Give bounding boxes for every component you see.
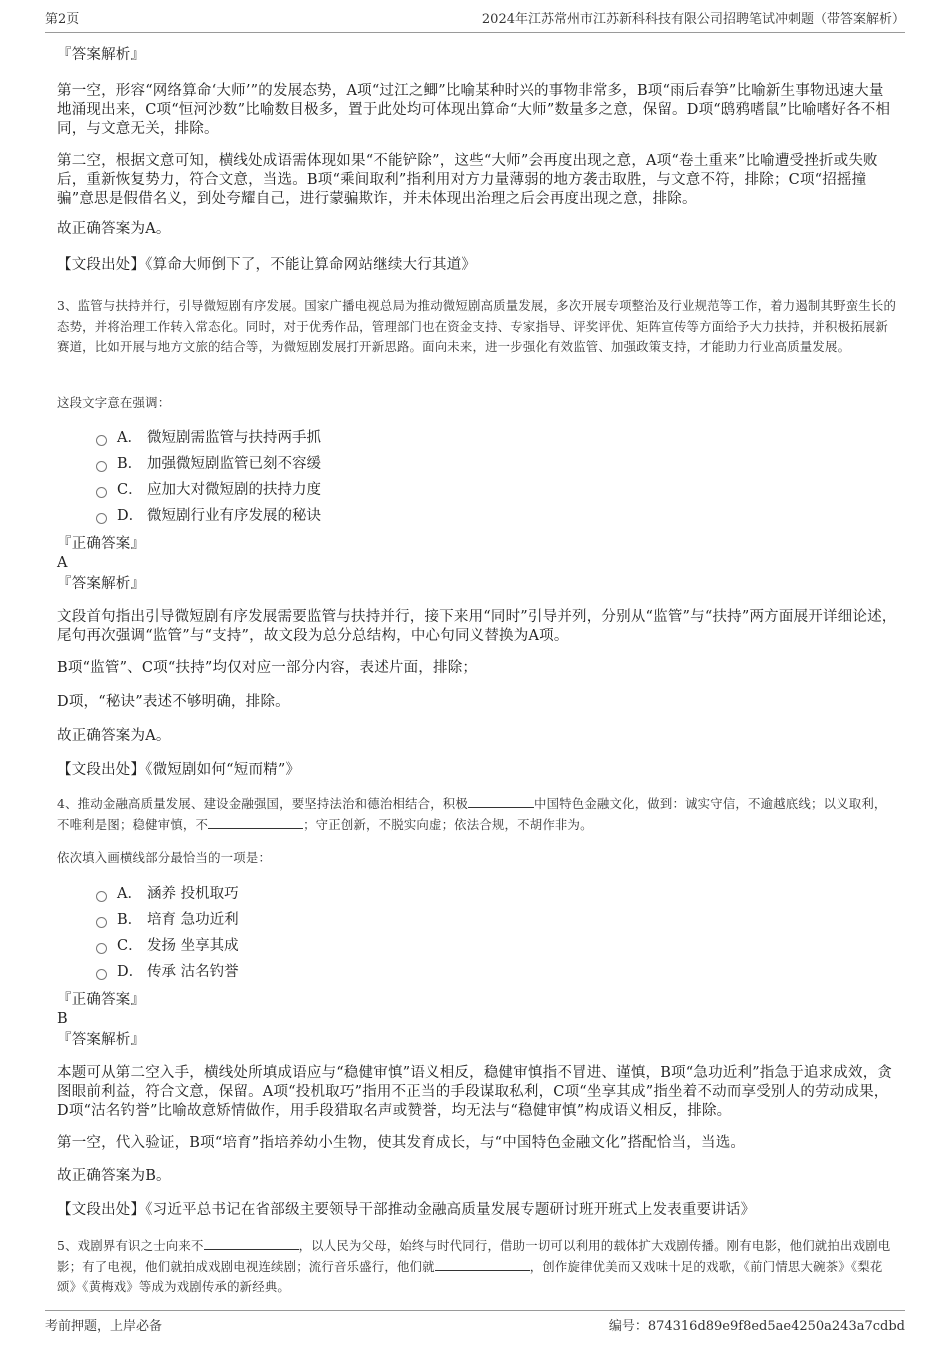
- q4-analysis-para2: 第一空，代入验证，B项“培育”指培养幼小生物，使其发育成长，与“中国特色金融文化”搭配恰当，当选。: [57, 1135, 746, 1151]
- document-title: 2024年江苏常州市江苏新科科技有限公司招聘笔试冲刺题（带答案解析）: [481, 12, 905, 27]
- q3-analysis-label: 『答案解析』: [57, 576, 146, 592]
- q4-answer-label: 『正确答案』: [57, 992, 146, 1008]
- q3-answer-label: 『正确答案』: [57, 536, 146, 552]
- radio-icon[interactable]: [96, 435, 107, 446]
- q2-conclusion: 故正确答案为A。: [57, 221, 171, 237]
- q2-analysis-para1: 第一空，形容“网络算命‘大师’”的发展态势，A项“过江之鲫”比喻某种时兴的事物非常多，B项“雨后春笋”比喻新生事物迅速大量地涌现出来，C项“恒河沙数”比喻数目极多，置于此处均可体现出算命“大师”数量多之意，保留。D项“鸱鸦嗜鼠”比喻嗜好各不相同，与文意无关，排除。: [57, 83, 891, 137]
- q4-option-d[interactable]: D． 传承 沽名钓誉: [96, 962, 239, 982]
- q4-blank-2: [208, 815, 303, 829]
- q4-blank-1: [468, 794, 534, 808]
- q3-prompt: 这段文字意在强调：: [57, 395, 171, 410]
- q3-option-c[interactable]: C． 应加大对微短剧的扶持力度: [96, 480, 321, 500]
- q2-source: 【文段出处】《算命大师倒下了，不能让算命网站继续大行其道》: [57, 257, 477, 273]
- q3-analysis-para1: 文段首句指出引导微短剧有序发展需要监管与扶持并行，接下来用“同时”引导并列，分别从“监管”与“扶持”两方面展开详细论述，尾句再次强调“监管”与“支持”，故文段为总分总结构，中心句同义替换为A项。: [57, 609, 897, 644]
- page-footer: [45, 1310, 905, 1334]
- radio-icon[interactable]: [96, 969, 107, 980]
- q4-source: 【文段出处】《习近平总书记在省部级主要领导干部推动金融高质量发展专题研讨班开班式上发表重要讲话》: [57, 1202, 756, 1218]
- q4-analysis-label: 『答案解析』: [57, 1032, 146, 1048]
- q3-stem: 3、监管与扶持并行，引导微短剧有序发展。国家广播电视总局为推动微短剧高质量发展，多次开展专项整治及行业规范等工作，着力遏制其野蛮生长的态势，并将治理工作转入常态化。同时，对于优秀作品，管理部门也在资金支持、专家指导、评奖评优、矩阵宣传等方面给予大力扶持，并积极拓展新赛道，比如开展与地方文旅的结合等，为微短剧发展打开新思路。面向未来，进一步强化有效监管、加强政策支持，才能助力行业高质量发展。: [57, 298, 897, 354]
- q3-source: 【文段出处】《微短剧如何“短而精”》: [57, 762, 301, 778]
- radio-icon[interactable]: [96, 917, 107, 928]
- q3-conclusion: 故正确答案为A。: [57, 728, 171, 744]
- q4-analysis-para1: 本题可从第二空入手，横线处所填成语应与“稳健审慎”语义相反，稳健审慎指不冒进、谨慎，B项“急功近利”指急于追求成效，贪图眼前利益，符合文意，保留。A项“投机取巧”指用不正当的手段谋取私利，C项“坐享其成”指坐着不动而享受别人的劳动成果，D项“沽名钓誉”比喻故意矫情做作，用手段猎取名声或赞誉，均无法与“稳健审慎”构成语义相反，排除。: [57, 1065, 893, 1119]
- radio-icon[interactable]: [96, 943, 107, 954]
- document-code: 编号：874316d89e9f8ed5ae4250a243a7cdbd: [608, 1319, 905, 1334]
- q4-option-a[interactable]: A． 涵养 投机取巧: [96, 884, 239, 904]
- q5-blank-1: [204, 1236, 299, 1250]
- q3-analysis-para3: D项，“秘诀”表述不够明确，排除。: [57, 694, 290, 710]
- q3-answer: A: [57, 555, 68, 571]
- q2-analysis-para2: 第二空，根据文意可知，横线处成语需体现如果“不能铲除”，这些“大师”会再度出现之意，A项“卷土重来”比喻遭受挫折或失败后，重新恢复势力，符合文意，当选。B项“乘间取利”指利用对方力量薄弱的地方袭击取胜，与文意不符，排除；C项“招摇撞骗”意思是假借名义，到处夸耀自己，进行蒙骗欺诈，并未体现出治理之后会再度出现之意，排除。: [57, 153, 878, 207]
- q4-prompt: 依次填入画横线部分最恰当的一项是：: [57, 850, 272, 865]
- q4-stem: 4、推动金融高质量发展、建设金融强国，要坚持法治和德治相结合，积极 中国特色金融文化，做到：诚实守信，不逾越底线；以义取利，不唯利是图；稳健审慎，不 ；守正创新，不脱实向虚；依法合规，不胡作非为。: [57, 796, 887, 832]
- q4-conclusion: 故正确答案为B。: [57, 1168, 171, 1184]
- page-number: 第2页: [45, 12, 80, 27]
- radio-icon[interactable]: [96, 461, 107, 472]
- radio-icon[interactable]: [96, 513, 107, 524]
- q5-blank-2: [435, 1257, 530, 1271]
- q4-answer: B: [57, 1011, 68, 1027]
- q4-option-b[interactable]: B． 培育 急功近利: [96, 910, 239, 930]
- footer-slogan: 考前押题，上岸必备: [45, 1319, 163, 1334]
- q3-option-d[interactable]: D． 微短剧行业有序发展的秘诀: [96, 506, 321, 526]
- q3-option-b[interactable]: B． 加强微短剧监管已刻不容缓: [96, 454, 321, 474]
- q4-option-c[interactable]: C． 发扬 坐享其成: [96, 936, 239, 956]
- radio-icon[interactable]: [96, 487, 107, 498]
- q2-analysis-label: 『答案解析』: [57, 47, 146, 63]
- q3-option-a[interactable]: A． 微短剧需监管与扶持两手抓: [96, 428, 321, 448]
- q3-analysis-para2: B项“监管”、C项“扶持”均仅对应一部分内容，表述片面，排除；: [57, 660, 478, 676]
- q5-stem: 5、戏剧界有识之士向来不 ，以人民为父母，始终与时代同行，借助一切可以利用的载体扩大戏剧传播。刚有电影，他们就拍出戏剧电影；有了电视，他们就拍成戏剧电视连续剧；流行音乐盛行，他们就 ，创作旋律优美而又戏味十足的戏歌，《前门情思大碗茶》《梨花颂》《黄梅戏》等成为戏剧传承的新经典。: [57, 1238, 891, 1294]
- radio-icon[interactable]: [96, 891, 107, 902]
- page-header: [45, 8, 905, 33]
